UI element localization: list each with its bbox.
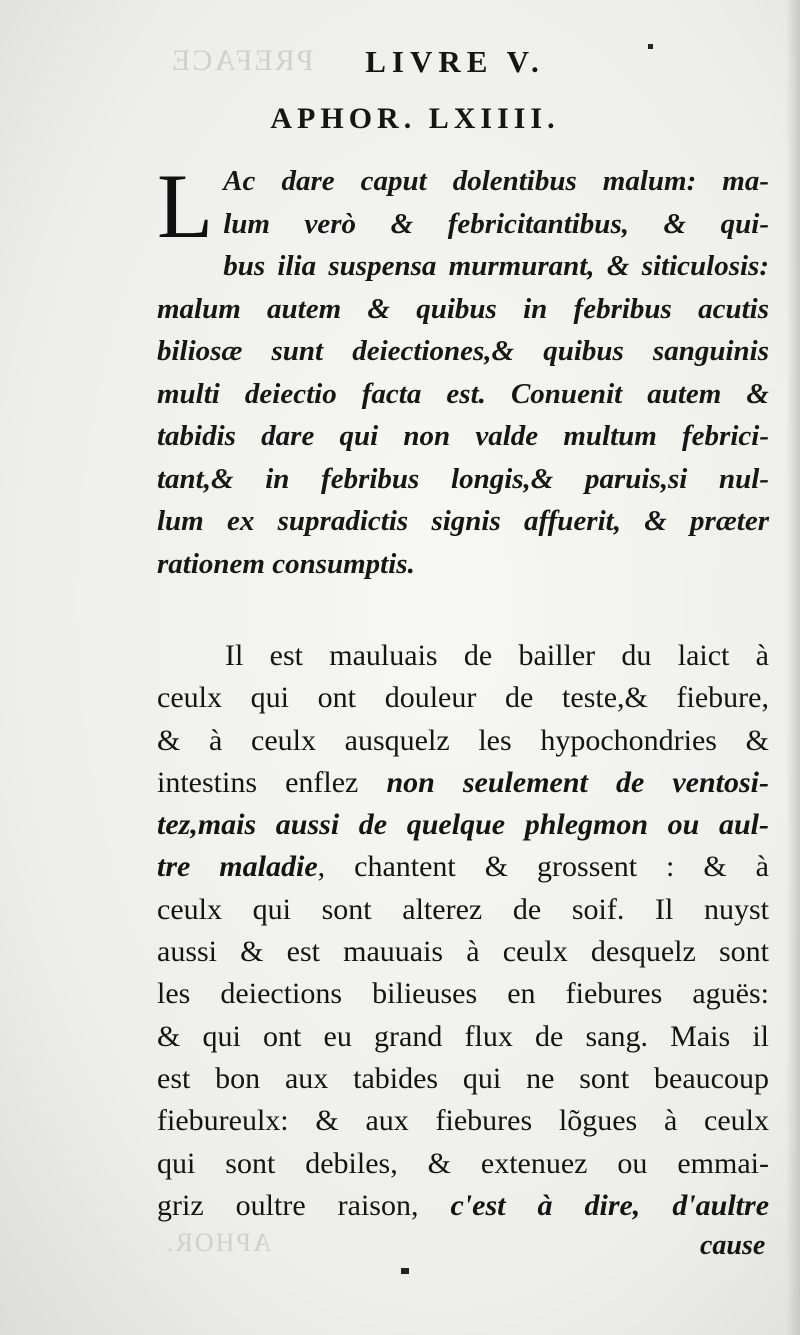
french-line: griz oultre raison, c'est à dire, d'aultre — [157, 1188, 770, 1222]
french-line: Il est mauluais de bailler du laict à — [225, 639, 769, 672]
french-line: & qui ont eu grand flux de sang. Mais il — [157, 1019, 769, 1053]
latin-line: rationem consumptis. — [157, 547, 415, 580]
latin-line: multi deiectio facta est. Conuenit autem & — [157, 377, 769, 410]
french-line: tre maladie, chantent & grossent : & à — [157, 850, 769, 884]
french-line: ceulx qui ont douleur de teste,& fiebure, — [157, 681, 769, 715]
drop-cap: L — [157, 155, 214, 257]
bleed-through-bottom: APHOR. — [165, 1228, 272, 1257]
french-line: & à ceulx ausquelz les hypochondries & — [157, 723, 769, 757]
latin-line: lum verò & febricitantibus, & qui- — [223, 207, 769, 240]
french-line: les deiections bilieuses en fiebures aguës: — [157, 977, 769, 1011]
italic-gloss: c'est à dire, d'aultre — [450, 1188, 770, 1222]
latin-line: Ac dare caput dolentibus malum: ma- — [223, 165, 769, 197]
bleed-through-top: PREFACE — [170, 44, 314, 77]
italic-gloss: non seulement de ventosi- — [386, 765, 769, 799]
latin-line: biliosæ sunt deiectiones,& quibus sanguinis — [157, 335, 769, 367]
page-header — [0, 40, 800, 146]
italic-gloss: tez,mais aussi de quelque phlegmon ou aul- — [157, 808, 769, 842]
latin-line: tabidis dare qui non valde multum febrici- — [157, 420, 769, 452]
latin-aphorism-text — [157, 155, 769, 585]
latin-line: malum autem & quibus in febribus acutis — [157, 292, 769, 325]
latin-line: bus ilia suspensa murmurant, & siticulosis: — [223, 250, 769, 282]
italic-gloss: tre maladie — [157, 850, 318, 884]
french-line — [157, 804, 769, 846]
french-line: qui sont debiles, & extenuez ou emmai- — [157, 1146, 769, 1180]
french-line: intestins enflez non seulement de ventosi- — [157, 765, 769, 799]
aphorism-title: APHOR. LXIIII. — [270, 102, 560, 135]
running-head: LIVRE V. — [365, 44, 545, 79]
french-translation-text — [157, 635, 769, 1227]
signature-mark — [401, 1268, 409, 1274]
page-edge-shadow — [786, 0, 800, 1335]
latin-line: tant,& in febribus longis,& paruis,si nul- — [157, 462, 769, 495]
catchword: cause — [700, 1230, 766, 1261]
french-line: est bon aux tabides qui ne sont beaucoup — [157, 1061, 769, 1095]
french-line: ceulx qui sont alterez de soif. Il nuyst — [157, 892, 769, 926]
french-line: fiebureulx: & aux fiebures lõgues à ceulx — [157, 1104, 769, 1138]
latin-lines — [157, 155, 769, 585]
latin-line: lum ex supradictis signis affuerit, & præter — [157, 505, 769, 537]
french-line: aussi & est mauuais à ceulx desquelz sont — [157, 935, 769, 969]
